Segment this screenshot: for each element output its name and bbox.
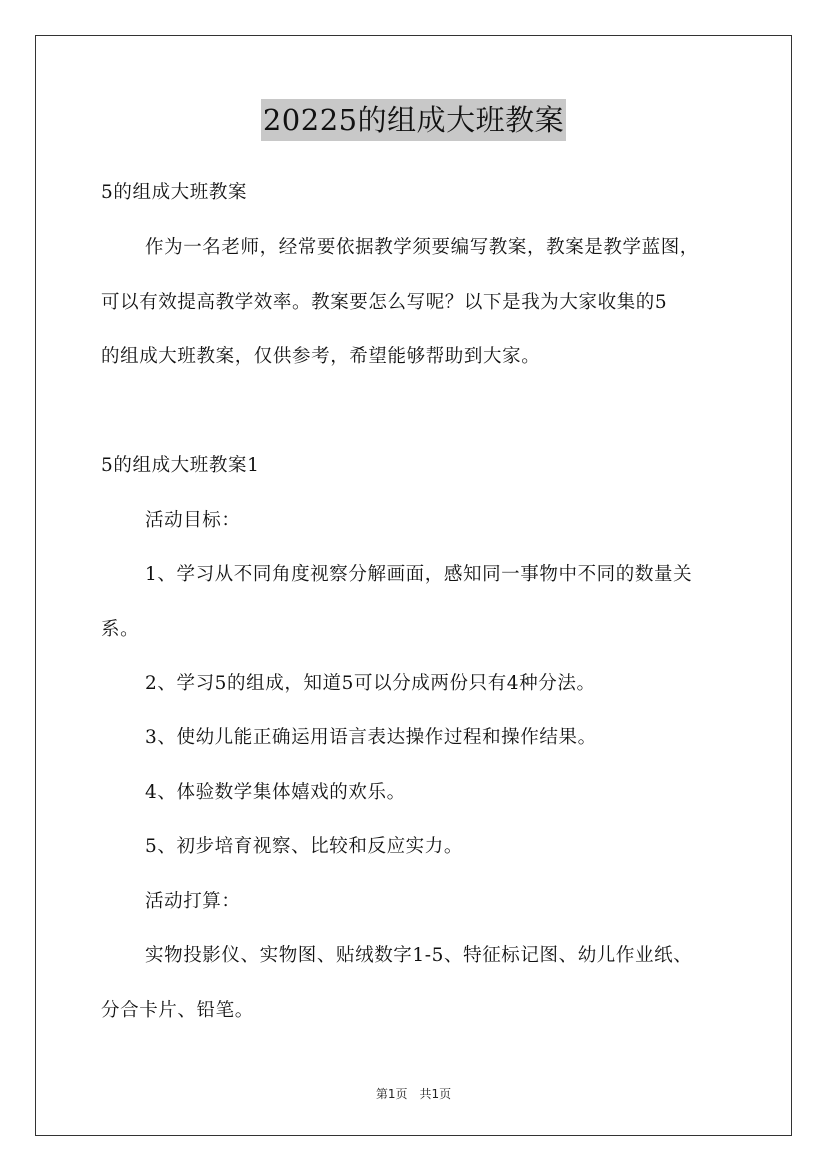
title-container	[0, 99, 827, 141]
page-footer: 第1页 共1页	[375, 1087, 452, 1101]
document-title: 20225的组成大班教案	[261, 99, 566, 141]
list-item: 2、学习5的组成，知道5可以分成两份只有4种分法。	[145, 673, 596, 694]
paragraph-line: 实物投影仪、实物图、贴绒数字1-5、特征标记图、幼儿作业纸、	[145, 945, 693, 966]
list-item-continuation: 系。	[101, 619, 140, 640]
list-item: 1、学习从不同角度视察分解画面，感知同一事物中不同的数量关	[145, 564, 693, 585]
paragraph-line: 的组成大班教案，仅供参考，希望能够帮助到大家。	[101, 346, 541, 367]
paragraph-line: 可以有效提高教学效率。教案要怎么写呢？以下是我为大家收集的5	[101, 292, 668, 313]
paragraph-line: 作为一名老师，经常要依据教学须要编写教案，教案是教学蓝图，	[145, 237, 699, 258]
paragraph-line: 分合卡片、铅笔。	[101, 1000, 254, 1021]
list-item: 3、使幼儿能正确运用语言表达操作过程和操作结果。	[145, 727, 597, 748]
subheading: 活动打算：	[145, 891, 241, 912]
section-heading: 5的组成大班教案1	[101, 455, 260, 476]
section-heading: 5的组成大班教案	[101, 182, 248, 203]
subheading: 活动目标：	[145, 510, 241, 531]
list-item: 4、体验数学集体嬉戏的欢乐。	[145, 782, 406, 803]
list-item: 5、初步培育视察、比较和反应实力。	[145, 836, 463, 857]
